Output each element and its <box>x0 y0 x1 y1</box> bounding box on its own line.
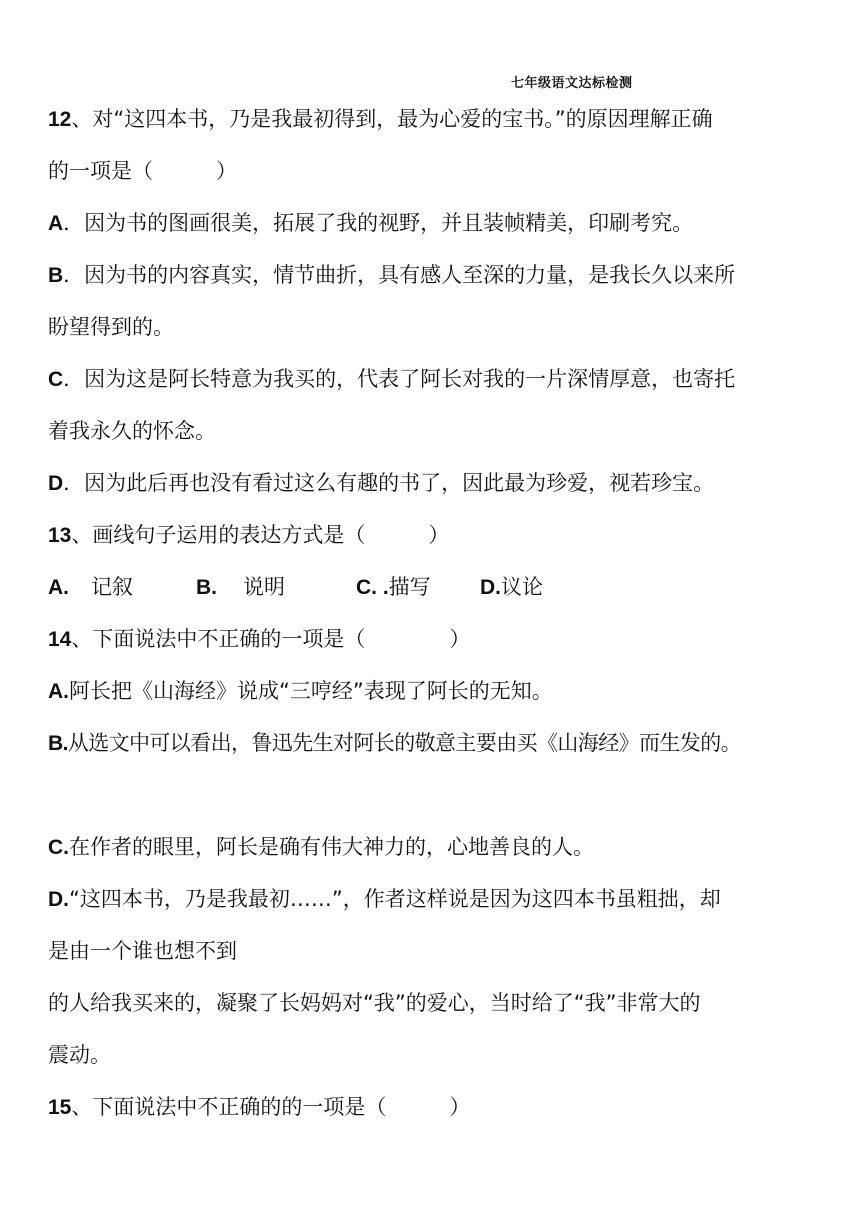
q14-option-b-label: B. <box>48 732 68 755</box>
q13-option-d-text: 议论 <box>501 575 543 599</box>
q12-option-c-line1 <box>48 364 735 395</box>
q12-option-d-text: ．因为此后再也没有看过这么有趣的书了，因此最为珍爱，视若珍宝。 <box>63 471 715 495</box>
q14-option-b <box>48 728 741 759</box>
q12-option-b-line2: 盼望得到的。 <box>48 315 174 339</box>
q13-option-d <box>480 572 543 603</box>
q12-option-b-text: ．因为书的内容真实，情节曲折，具有感人至深的力量，是我长久以来所 <box>63 263 736 287</box>
q14-option-d-line4: 震动。 <box>48 1043 111 1067</box>
q14-option-c-text: 在作者的眼里，阿长是确有伟大神力的，心地善良的人。 <box>69 835 594 859</box>
q13-option-a-label: A. <box>48 576 69 599</box>
q15-stem <box>48 1092 470 1123</box>
q13-option-b <box>196 572 285 603</box>
q13-number: 13 <box>48 524 72 547</box>
q12-option-c-label: C <box>48 368 64 391</box>
q12-option-d-label: D <box>48 472 64 495</box>
q12-stem-line1 <box>48 104 713 135</box>
q14-option-c <box>48 832 594 863</box>
q13-stem-text: 、画线句子运用的表达方式是（ ） <box>71 523 450 547</box>
q13-option-a <box>48 572 133 603</box>
q14-option-d-text: “这四本书，乃是我最初……”，作者这样说是因为这四本书虽粗拙，却 <box>69 887 721 911</box>
q12-option-c-line2: 着我永久的怀念。 <box>48 419 216 443</box>
q14-option-d-line2: 是由一个谁也想不到 <box>48 939 237 963</box>
q14-option-a-text: 阿长把《山海经》说成“三哼经”表现了阿长的无知。 <box>69 679 553 703</box>
q14-option-d-line3: 的人给我买来的，凝聚了长妈妈对“我”的爱心，当时给了“我”非常大的 <box>48 991 701 1015</box>
q14-stem-text: 、下面说法中不正确的一项是（ ） <box>71 627 471 651</box>
q14-option-c-label: C. <box>48 836 69 859</box>
q13-stem <box>48 520 449 551</box>
q12-option-d <box>48 468 714 499</box>
q12-option-b-line1 <box>48 260 735 291</box>
q13-option-c-text: 描写 <box>388 575 431 599</box>
q13-option-d-label: D. <box>480 576 501 599</box>
q12-option-c-text: ．因为这是阿长特意为我买的，代表了阿长对我的一片深情厚意，也寄托 <box>63 367 736 391</box>
page-header: 七年级语文达标检测 <box>511 76 633 91</box>
q14-option-b-text: 从选文中可以看出，鲁迅先生对阿长的敬意主要由买《山海经》而生发的。 <box>67 731 742 755</box>
q13-option-c-label: C. . <box>356 576 389 599</box>
q12-option-a <box>48 208 693 239</box>
q12-option-a-text: ．因为书的图画很美，拓展了我的视野，并且装帧精美，印刷考究。 <box>63 211 694 235</box>
q14-stem <box>48 624 470 655</box>
q14-option-d-label: D. <box>48 888 69 911</box>
q13-option-b-text: 说明 <box>243 575 285 599</box>
q12-stem-text: 、对“这四本书，乃是我最初得到，最为心爱的宝书。”的原因理解正确 <box>71 107 713 131</box>
q14-option-a-label: A. <box>48 680 69 703</box>
q15-number: 15 <box>48 1096 72 1119</box>
q14-option-a <box>48 676 553 707</box>
q12-stem-line2: 的一项是（ ） <box>48 159 237 183</box>
q14-option-d-line1 <box>48 884 721 915</box>
q13-option-c <box>356 572 431 603</box>
q12-number: 12 <box>48 108 72 131</box>
q14-number: 14 <box>48 628 72 651</box>
q12-option-a-label: A <box>48 212 64 235</box>
q13-option-b-label: B. <box>196 576 217 599</box>
q15-stem-text: 、下面说法中不正确的的一项是（ ） <box>71 1095 471 1119</box>
q12-option-b-label: B <box>48 264 64 287</box>
q13-option-a-text: 记叙 <box>91 575 133 599</box>
